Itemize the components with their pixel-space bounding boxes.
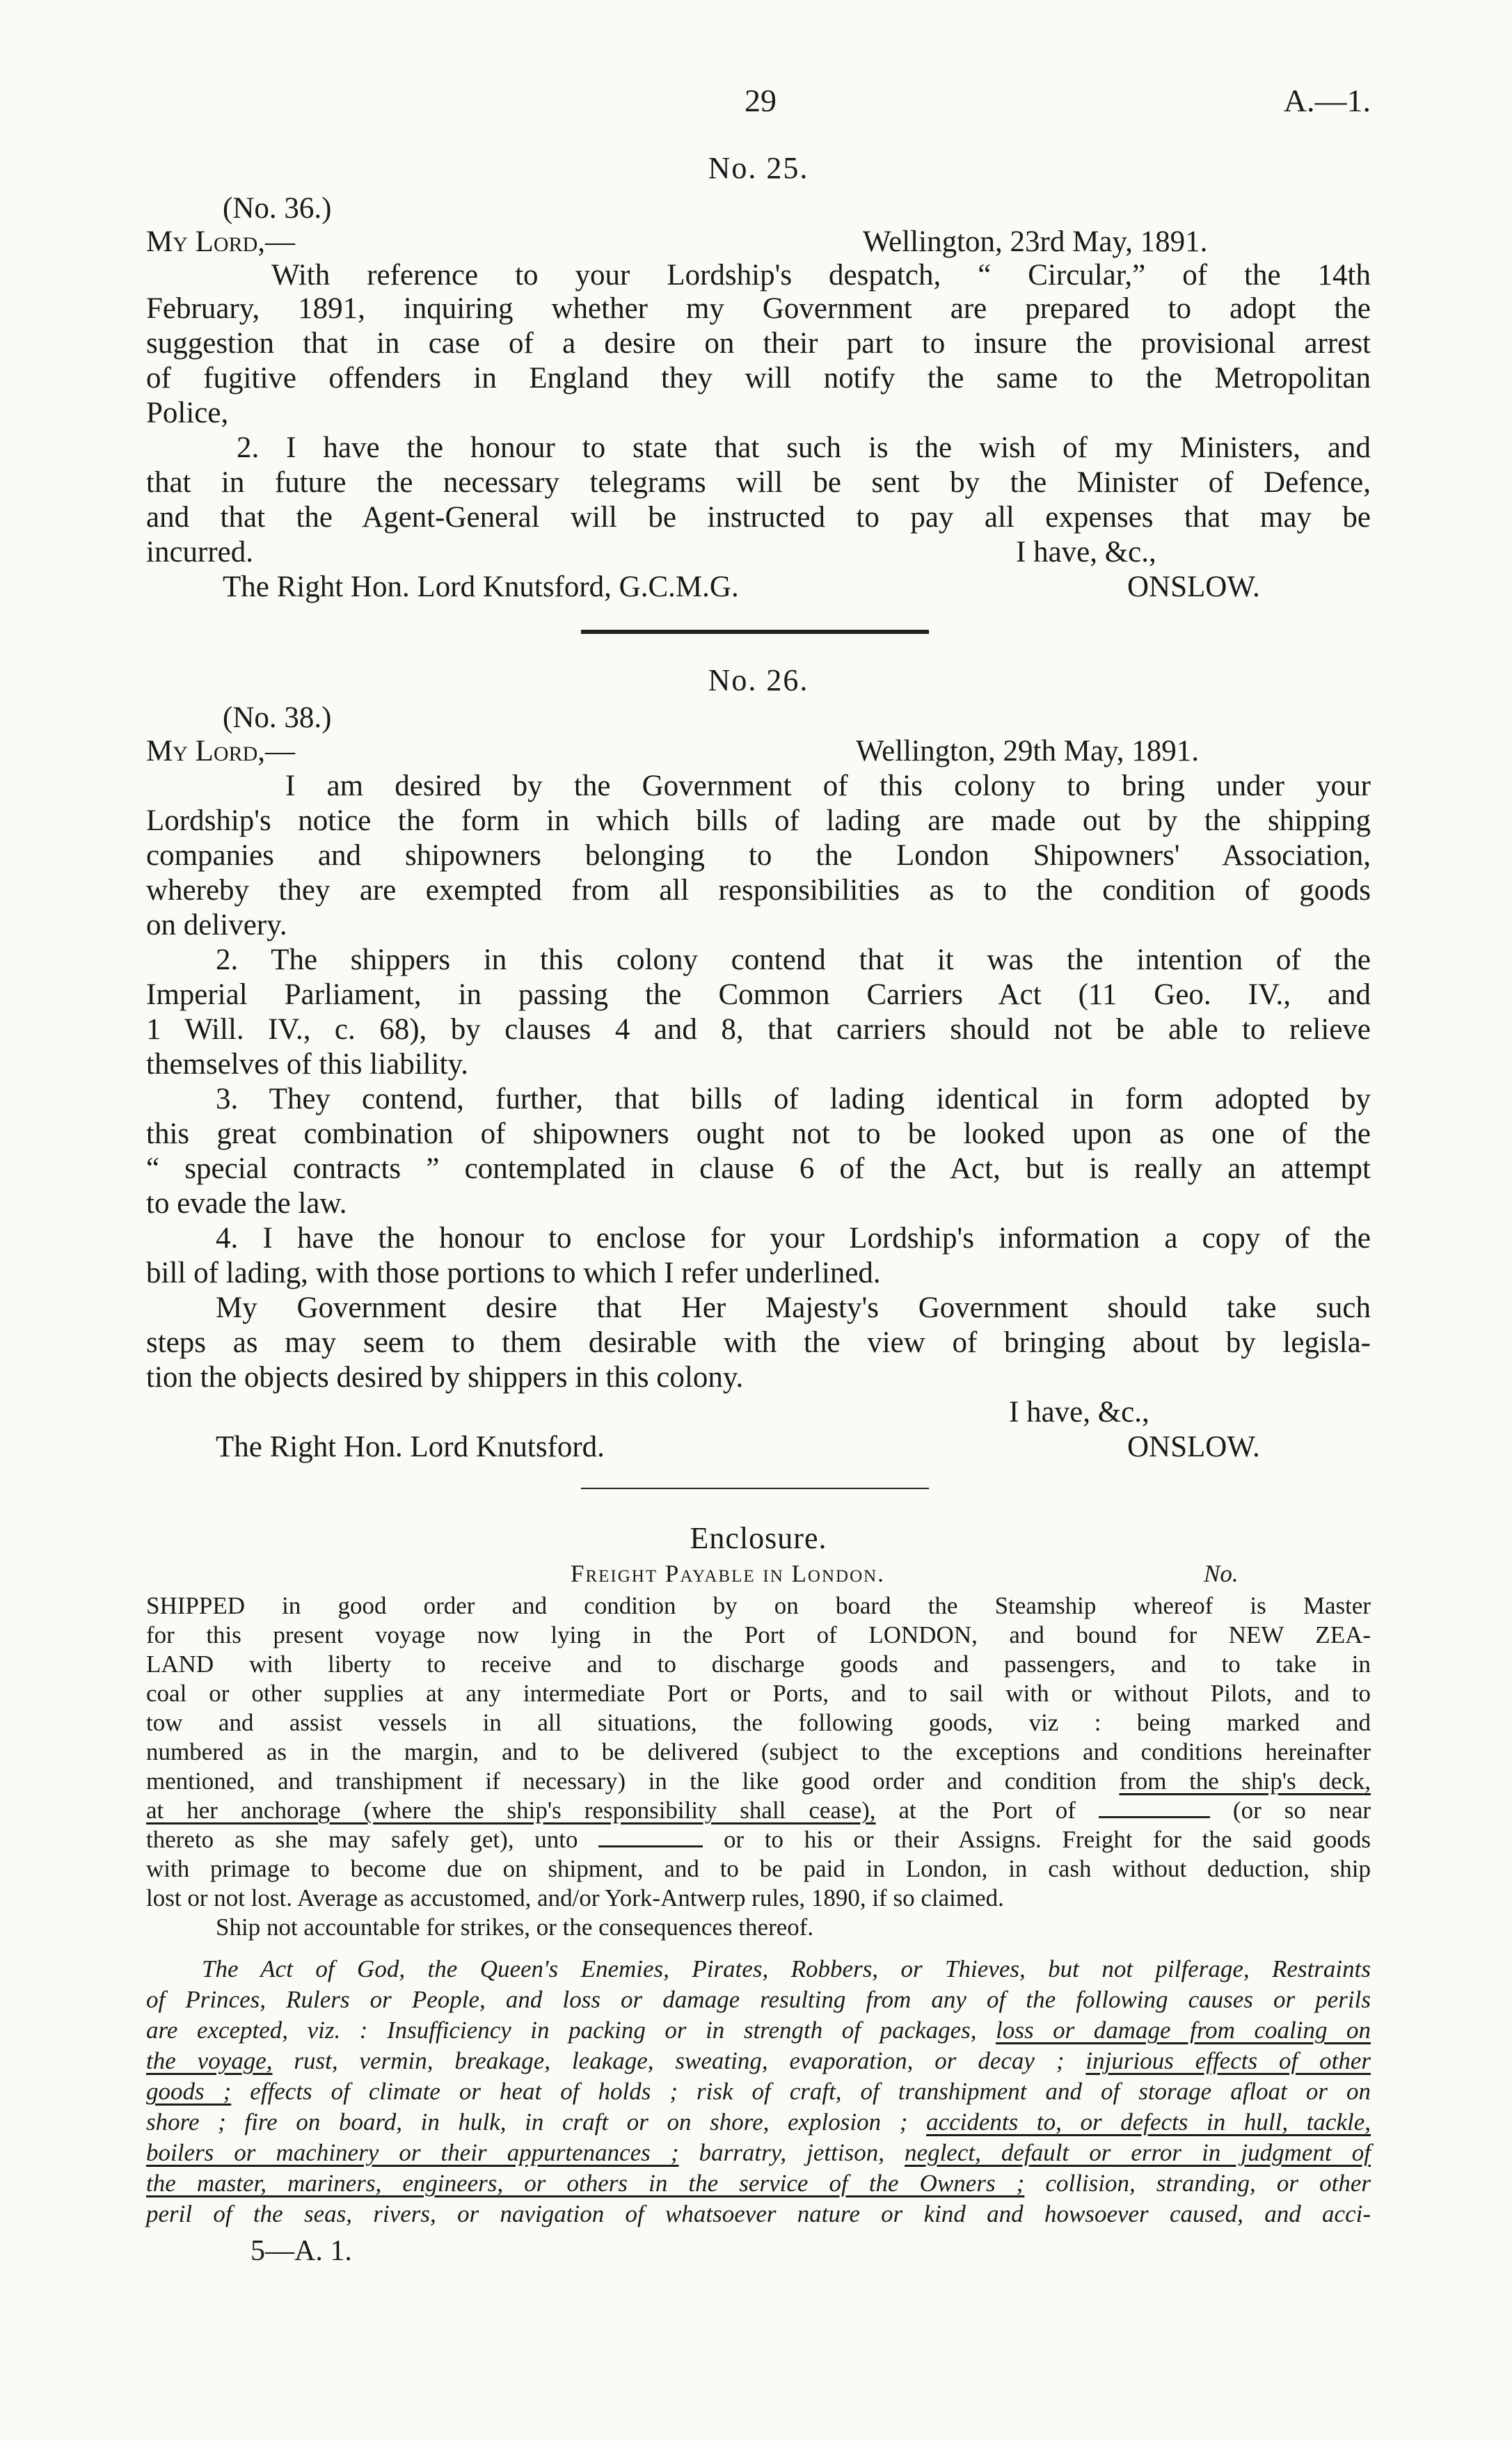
letter-26-line: 2. The shippers in this colony contend that it was the intention of the — [216, 944, 1371, 976]
document-reference: A.—1. — [1283, 83, 1371, 118]
exceptions-line — [146, 2049, 1371, 2073]
underlined-text: injurious effects of other — [1085, 2047, 1371, 2074]
letter-25-line: February, 1891, inquiring whether my Government are prepared to adopt the — [146, 292, 1371, 325]
exceptions-text: shore ; fire on board, in hulk, in craft or on shore, explosion ; — [146, 2108, 908, 2136]
letter-26-line: themselves of this liability. — [146, 1048, 468, 1081]
letter-25-closing: I have, &c., — [1016, 536, 1156, 568]
exceptions-text: peril of the seas, rivers, or navigation of whatsoever nature or kind and howsoever caused, and acci- — [146, 2200, 1371, 2227]
document-page — [146, 0, 1371, 2441]
bill-line — [146, 1652, 1371, 1676]
letter-26-line: this great combination of shipowners ought not to be looked upon as one of the — [146, 1118, 1371, 1150]
letter-25-signature: ONSLOW. — [1127, 571, 1260, 603]
bill-text: lost or not lost. Average as accustomed, and/or York-Antwerp rules, 1890, if so claimed. — [146, 1884, 1004, 1911]
section-divider — [581, 630, 929, 634]
letter-25-line: Police, — [146, 397, 229, 429]
bill-text: or to his or their Assigns. Freight for the said goods — [723, 1826, 1371, 1853]
bill-text: being marked and — [1136, 1709, 1371, 1736]
bill-text: with liberty to receive and to discharge goods and passengers, and to take in — [249, 1651, 1371, 1678]
letter-26-line: to evade the law. — [146, 1187, 347, 1220]
underlined-text: boilers or machinery or their appurtenances ; — [146, 2139, 679, 2166]
section-divider — [581, 1488, 929, 1489]
underlined-text: loss or damage from coaling on — [996, 2017, 1371, 2044]
letter-26-line: tion the objects desired by shippers in this colony. — [146, 1361, 744, 1394]
exceptions-line — [146, 2079, 1371, 2104]
bill-text: mentioned, and transhipment if necessary) in the like good order and condition — [146, 1767, 1097, 1795]
underlined-text: at her anchorage (where the ship's responsibility shall cease), — [146, 1797, 876, 1824]
bill-line — [146, 1710, 1371, 1735]
letter-26-line: 3. They contend, further, that bills of lading identical in form adopted by — [216, 1083, 1371, 1115]
blank-field-line — [1099, 1815, 1210, 1818]
letter-25-ref: (No. 36.) — [223, 192, 332, 225]
letter-26-addressee: The Right Hon. Lord Knutsford. — [216, 1431, 605, 1463]
letter-25-title: No. 25. — [708, 151, 809, 185]
letter-26-closing: I have, &c., — [1009, 1396, 1149, 1429]
bill-line — [146, 1769, 1371, 1793]
letter-26-line: bill of lading, with those portions to which I refer underlined. — [146, 1257, 881, 1289]
exceptions-line — [146, 2110, 1371, 2134]
letter-25-salutation: My Lord,— — [146, 225, 296, 258]
bill-text: now lying in the Port of LONDON, and bound for NEW ZEA- — [477, 1621, 1371, 1648]
blank-field-line — [598, 1845, 703, 1847]
letter-26-line: 1 Will. IV., c. 68), by clauses 4 and 8, that carriers should not be able to relieve — [146, 1013, 1371, 1046]
letter-25-place-date: Wellington, 23rd May, 1891. — [863, 225, 1208, 258]
letter-26-line: 4. I have the honour to enclose for your Lordship's information a copy of the — [216, 1222, 1371, 1255]
signature-mark: 5—A. 1. — [250, 2235, 352, 2267]
bill-line — [146, 1681, 1371, 1705]
bill-line — [146, 1827, 1371, 1852]
exceptions-line — [146, 2018, 1371, 2042]
letter-26-line: Imperial Parliament, in passing the Common Carriers Act (11 Geo. IV., and — [146, 978, 1371, 1011]
letter-26-line: companies and shipowners belonging to the London Shipowners' Association, — [146, 839, 1371, 872]
letter-25-line: suggestion that in case of a desire on their part to insure the provisional arrest — [146, 327, 1371, 360]
bill-text: whereof is Master — [1133, 1592, 1371, 1619]
bill-text: LAND — [146, 1651, 214, 1678]
letter-26-ref: (No. 38.) — [223, 701, 332, 734]
bill-line — [216, 1915, 813, 1939]
bill-line — [146, 1593, 1371, 1618]
letter-26-line: “ special contracts ” contemplated in clause 6 of the Act, but is really an attempt — [146, 1152, 1371, 1185]
freight-heading: Freight Payable in London. — [571, 1560, 885, 1587]
letter-26-title: No. 26. — [708, 663, 809, 697]
bill-text: with primage to become due on shipment, and to be paid in London, in cash without deduction, ship — [146, 1855, 1371, 1882]
letter-26-salutation: My Lord,— — [146, 735, 296, 768]
letter-25-line: 2. I have the honour to state that such is the wish of my Ministers, and — [237, 431, 1371, 464]
bill-text: for this present voyage — [146, 1621, 446, 1648]
exceptions-text: The Act of God, the Queen's Enemies, Pirates, Robbers, or Thieves, but not pilferage, Restraints — [202, 1955, 1371, 1982]
bill-line — [146, 1623, 1371, 1647]
underlined-text: goods ; — [146, 2078, 232, 2105]
letter-25-line: of fugitive offenders in England they will notify the same to the Metropolitan — [146, 362, 1371, 395]
letter-25-line: and that the Agent-General will be instructed to pay all expenses that may be — [146, 501, 1371, 534]
bill-text: SHIPPED in good order and condition by — [146, 1592, 738, 1619]
bill-number-label: No. — [1204, 1560, 1239, 1587]
exceptions-line — [146, 2140, 1371, 2165]
exceptions-line — [202, 1957, 1371, 1981]
exceptions-text: rust, vermin, breakage, leakage, sweating, evaporation, or decay ; — [294, 2047, 1065, 2074]
exceptions-text: of Princes, Rulers or People, and loss or damage resulting from any of the following causes or perils — [146, 1986, 1371, 2013]
letter-26-line: I am desired by the Government of this colony to bring under your — [285, 770, 1371, 802]
exceptions-text: barratry, jettison, — [699, 2139, 884, 2166]
bill-text: on board the Steamship — [774, 1592, 1097, 1619]
bill-text: Ship not accountable for strikes, or the consequences thereof. — [216, 1914, 814, 1941]
underlined-text: the voyage, — [146, 2047, 273, 2074]
bill-text: coal or other supplies at any intermediate Port or Ports, and to sail with or without Pilots, and to — [146, 1680, 1371, 1707]
bill-line — [146, 1740, 1371, 1764]
letter-25-addressee: The Right Hon. Lord Knutsford, G.C.M.G. — [223, 571, 739, 603]
letter-26-line: on delivery. — [146, 909, 287, 941]
letter-25-line: that in future the necessary telegrams will be sent by the Minister of Defence, — [146, 466, 1371, 499]
letter-26-place-date: Wellington, 29th May, 1891. — [856, 735, 1199, 768]
exceptions-text: effects of climate or heat of holds ; risk of craft, of transhipment and of storage afloat or on — [250, 2078, 1371, 2105]
letter-26-line: whereby they are exempted from all responsibilities as to the condition of goods — [146, 874, 1371, 907]
exceptions-text: are excepted, viz. : Insufficiency in packing or in strength of packages, — [146, 2017, 977, 2044]
bill-line — [146, 1856, 1371, 1881]
underlined-text: the master, mariners, engineers, or others in the service of the Owners ; — [146, 2170, 1025, 2197]
letter-25-line: incurred. — [146, 536, 254, 568]
letter-26-line: steps as may seem to them desirable with the view of bringing about by legisla- — [146, 1326, 1371, 1359]
exceptions-text: collision, stranding, or other — [1045, 2170, 1371, 2197]
exceptions-line — [146, 1987, 1371, 2012]
bill-text: tow and assist vessels in all situations, the following goods, viz : — [146, 1709, 1101, 1736]
underlined-text: neglect, default or error in judgment of — [905, 2139, 1371, 2166]
letter-26-line: My Government desire that Her Majesty's Government should take such — [216, 1291, 1371, 1324]
letter-26-signature: ONSLOW. — [1127, 1431, 1260, 1463]
bill-line — [146, 1886, 1004, 1910]
page-number: 29 — [745, 83, 777, 118]
bill-text: thereto as she may safely get), unto — [146, 1826, 578, 1853]
enclosure-title: Enclosure. — [690, 1521, 827, 1555]
bill-line — [146, 1798, 1371, 1822]
exceptions-line — [146, 2202, 1371, 2226]
letter-25-line: With reference to your Lordship's despatch, “ Circular,” of the 14th — [271, 259, 1371, 292]
letter-26-line: Lordship's notice the form in which bills of lading are made out by the shipping — [146, 804, 1371, 837]
underlined-text: accidents to, or defects in hull, tackle, — [926, 2108, 1371, 2136]
underlined-text: from the ship's deck, — [1119, 1767, 1371, 1795]
bill-text: at the Port of — [898, 1797, 1076, 1824]
exceptions-line — [146, 2171, 1371, 2195]
bill-text: numbered as in the margin, and to be delivered (subject to the exceptions and conditions hereinafter — [146, 1738, 1371, 1765]
bill-text: (or so near — [1232, 1797, 1371, 1824]
